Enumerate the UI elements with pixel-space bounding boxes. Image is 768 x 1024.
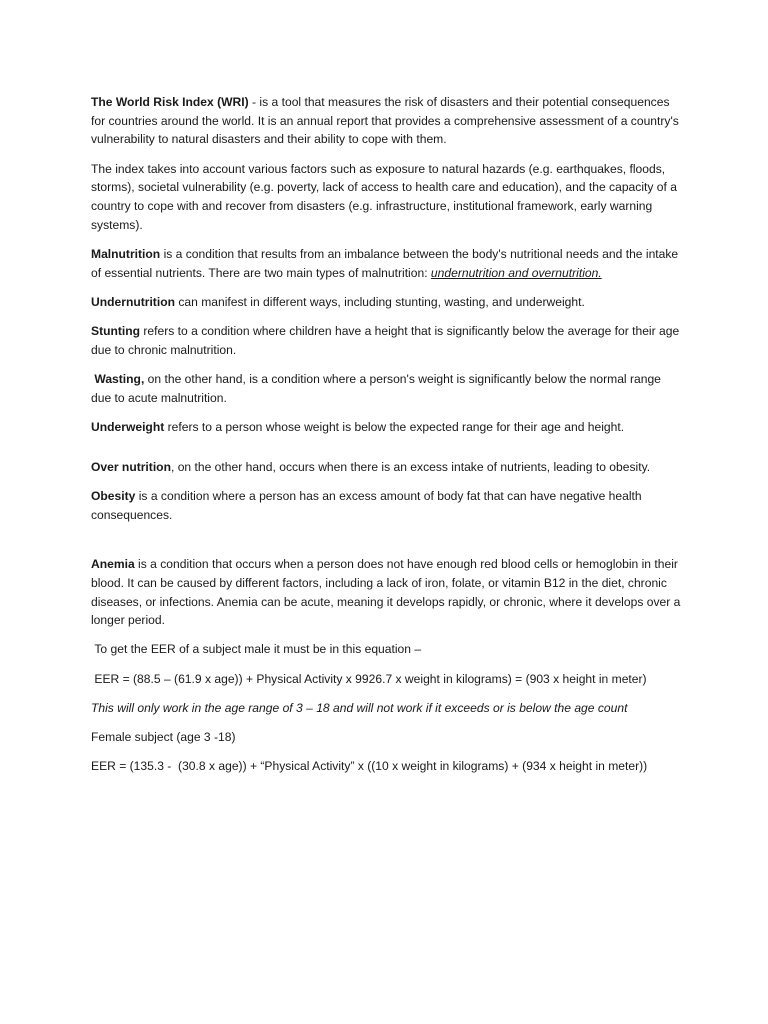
spacer <box>91 535 681 555</box>
heading-female-subject: Female subject (age 3 -18) <box>91 730 236 745</box>
term-underweight: Underweight <box>91 419 165 434</box>
text-undernutrition: can manifest in different ways, including stunting, wasting, and underweight. <box>174 294 585 309</box>
paragraph-stunting <box>91 322 681 359</box>
equation-eer-female: EER = (135.3 - (30.8 x age)) + “Physical Activity” x ((10 x weight in kilograms) + (934 x height in meter)) <box>91 759 648 774</box>
equation-eer-male: EER = (88.5 – (61.9 x age)) + Physical Activity x 9926.7 x weight in kilograms) = (903 x height in meter) <box>91 671 647 686</box>
paragraph-eer-note: This will only work in the age range of 3 – 18 and will not work if it exceeds or is below the age count <box>91 700 628 715</box>
term-undernutrition: Undernutrition <box>91 294 175 309</box>
text-underweight: refers to a person whose weight is below the expected range for their age and height. <box>164 419 625 434</box>
term-wri: The World Risk Index (WRI) <box>91 95 249 109</box>
paragraph-underweight <box>91 418 681 437</box>
text-wri: - is a tool that measures the risk of disasters and their potential consequences for countries around the world. It is an annual report that provides a comprehensive assessment of a country's vulnerability to natural disasters and their ability to cope with them. <box>91 95 679 147</box>
text-overnutrition: , on the other hand, occurs when there is an excess intake of nutrients, leading to obesity. <box>170 460 651 475</box>
paragraph-anemia <box>91 555 681 630</box>
paragraph-undernutrition <box>91 293 681 312</box>
text-stunting: refers to a condition where children have a height that is significantly below the average for their age due to chronic malnutrition. <box>91 324 680 357</box>
term-anemia: Anemia <box>91 557 135 572</box>
text-wasting: on the other hand, is a condition where a person's weight is significantly below the normal range due to acute malnutrition. <box>91 371 661 405</box>
term-stunting: Stunting <box>91 324 141 339</box>
term-overnutrition: Over nutrition <box>91 460 171 475</box>
paragraph-wasting <box>91 370 681 407</box>
term-malnutrition: Malnutrition <box>91 246 161 261</box>
paragraph-eer-intro: To get the EER of a subject male it must be in this equation – <box>91 642 422 657</box>
paragraph-overnutrition <box>91 458 681 477</box>
paragraph-index-factors: The index takes into account various factors such as exposure to natural hazards (e.g. earthquakes, floods, storms), societal vulnerability (e.g. poverty, lack of access to health care and education), and the capacity of a country to cope with and recover from disasters (e.g. infrastructure, institutional framework, early warning systems). <box>91 161 677 232</box>
term-wasting: Wasting, <box>91 371 145 386</box>
text-malnutrition: is a condition that results from an imbalance between the body's nutritional needs and the intake of essential nutrients. There are two main types of malnutrition: <box>91 246 679 280</box>
paragraph-wri <box>91 93 681 149</box>
malnutrition-types: undernutrition and overnutrition. <box>430 265 602 280</box>
document-body <box>91 93 681 786</box>
paragraph-malnutrition <box>91 245 681 282</box>
spacer <box>91 447 681 458</box>
term-obesity: Obesity <box>91 489 136 504</box>
paragraph-obesity <box>91 487 681 524</box>
text-obesity: is a condition where a person has an excess amount of body fat that can have negative health consequences. <box>91 489 642 522</box>
text-anemia: is a condition that occurs when a person does not have enough red blood cells or hemoglobin in their blood. It can be caused by different factors, including a lack of iron, folate, or vitamin B12 in the diet, chronic diseases, or infections. Anemia can be acute, meaning it develops rapidly, or chronic, where it develops over a longer period. <box>91 557 681 628</box>
